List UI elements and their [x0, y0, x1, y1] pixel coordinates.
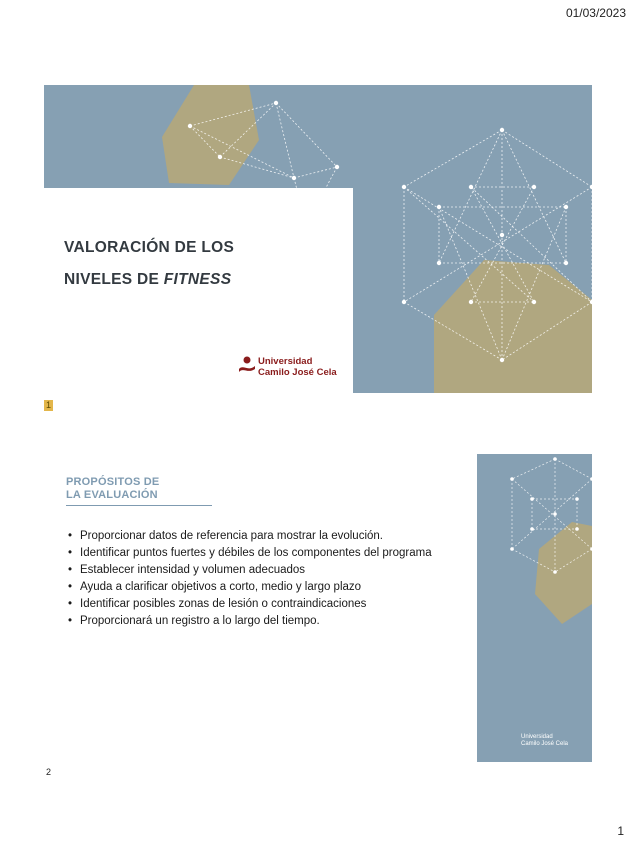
slide-number-2: 2	[46, 767, 52, 777]
section-title-line1: PROPÓSITOS DE	[66, 476, 160, 488]
bullet-list	[66, 530, 446, 632]
slide-title-line2	[64, 264, 234, 296]
logo-text-line1: Universidad	[258, 356, 313, 367]
section-title-underline	[66, 505, 212, 506]
side-decorative-panel	[477, 454, 592, 762]
side-logo-line2: Camilo José Cela	[521, 741, 569, 747]
section-title-line2: LA EVALUACIÓN	[66, 489, 158, 501]
slide-title	[64, 232, 234, 296]
university-logo-icon	[238, 356, 256, 374]
slide-number-1: 1	[46, 400, 52, 410]
slide-title-emphasis: FITNESS	[163, 271, 232, 288]
side-logo-line1: Universidad	[521, 734, 553, 740]
list-item: • Proporcionar datos de referencia para mostrar la evolución.	[66, 530, 446, 543]
page-number: 1	[617, 824, 624, 838]
print-date: 01/03/2023	[565, 6, 626, 20]
list-item: • Proporcionará un registro a lo largo del tiempo.	[66, 615, 446, 628]
list-item: • Identificar posibles zonas de lesión o contraindicaciones	[66, 598, 446, 611]
slide-title-prefix: NIVELES DE	[64, 271, 164, 288]
university-logo	[238, 356, 348, 382]
list-item: • Establecer intensidad y volumen adecuados	[66, 564, 446, 577]
slide-title-line1: VALORACIÓN DE LOS	[64, 239, 235, 256]
side-network-graphic	[477, 454, 592, 762]
list-item: • Identificar puntos fuertes y débiles de los componentes del programa	[66, 547, 446, 560]
slide-1	[44, 85, 592, 393]
title-card	[44, 188, 353, 393]
side-panel-logo	[521, 734, 568, 748]
section-title	[66, 476, 159, 502]
logo-text-line2: Camilo José Cela	[258, 367, 337, 378]
list-item: • Ayuda a clarificar objetivos a corto, medio y largo plazo	[66, 581, 446, 594]
